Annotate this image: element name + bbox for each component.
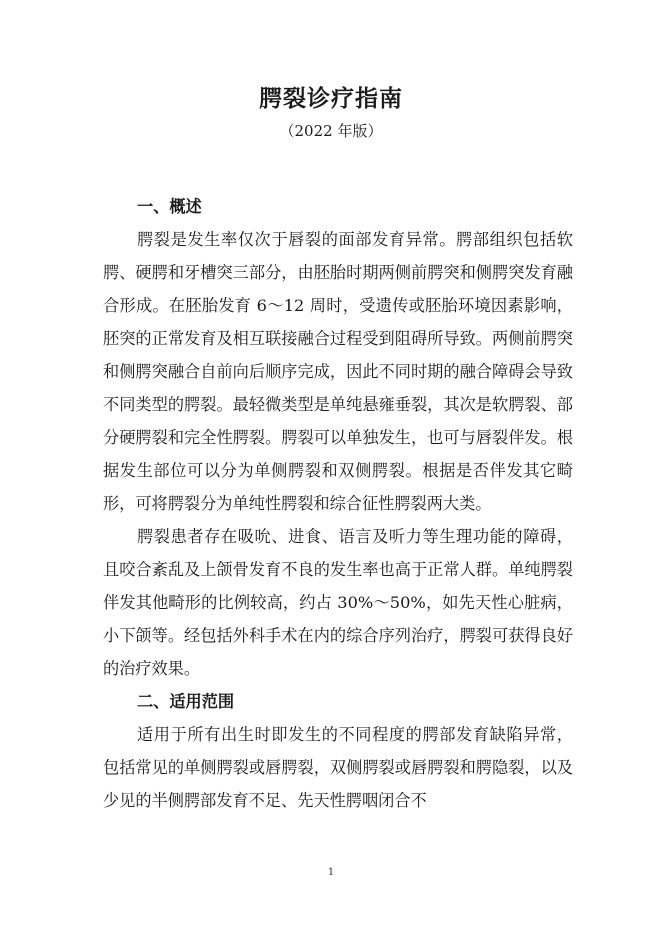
paragraph: 腭裂患者存在吸吮、进食、语言及听力等生理功能的障碍，且咬合紊乱及上颌骨发育不良的发生率也高于正常人群。单纯腭裂伴发其他畸形的比例较高，约占 30%～50%，如先天性心脏病，小下颌等。经包括外科手术在内的综合序列治疗，腭裂可获得良好的治疗效果。 <box>103 527 573 678</box>
document-edition: （2022 年版） <box>279 122 383 140</box>
section-heading-overview: 一、概述 <box>137 197 202 216</box>
section-heading-scope: 二、适用范围 <box>137 692 235 711</box>
document-title: 腭裂诊疗指南 <box>259 86 403 112</box>
page-number: 1 <box>327 867 335 878</box>
paragraph: 适用于所有出生时即发生的不同程度的腭部发育缺陷异常，包括常见的单侧腭裂或唇腭裂，双侧腭裂或唇腭裂和腭隐裂，以及少见的半侧腭部发育不足、先天性腭咽闭合不 <box>103 725 573 810</box>
document-body <box>103 190 573 817</box>
paragraph: 腭裂是发生率仅次于唇裂的面部发育异常。腭部组织包括软腭、硬腭和牙槽突三部分，由胚胎时期两侧前腭突和侧腭突发育融合形成。在胚胎发育 6～12 周时，受遗传或胚胎环境因素影响，胚突的正常发育及相互联接融合过程受到阻碍所导致。两侧前腭突和侧腭突融合自前向后顺序完成，因此不同时期的融合障碍会导致不同类型的腭裂。最轻微类型是单纯悬雍垂裂，其次是软腭裂、部分硬腭裂和完全性腭裂。腭裂可以单独发生，也可与唇裂伴发。根据发生部位可以分为单侧腭裂和双侧腭裂。根据是否伴发其它畸形，可将腭裂分为单纯性腭裂和综合征性腭裂两大类。 <box>103 230 573 513</box>
